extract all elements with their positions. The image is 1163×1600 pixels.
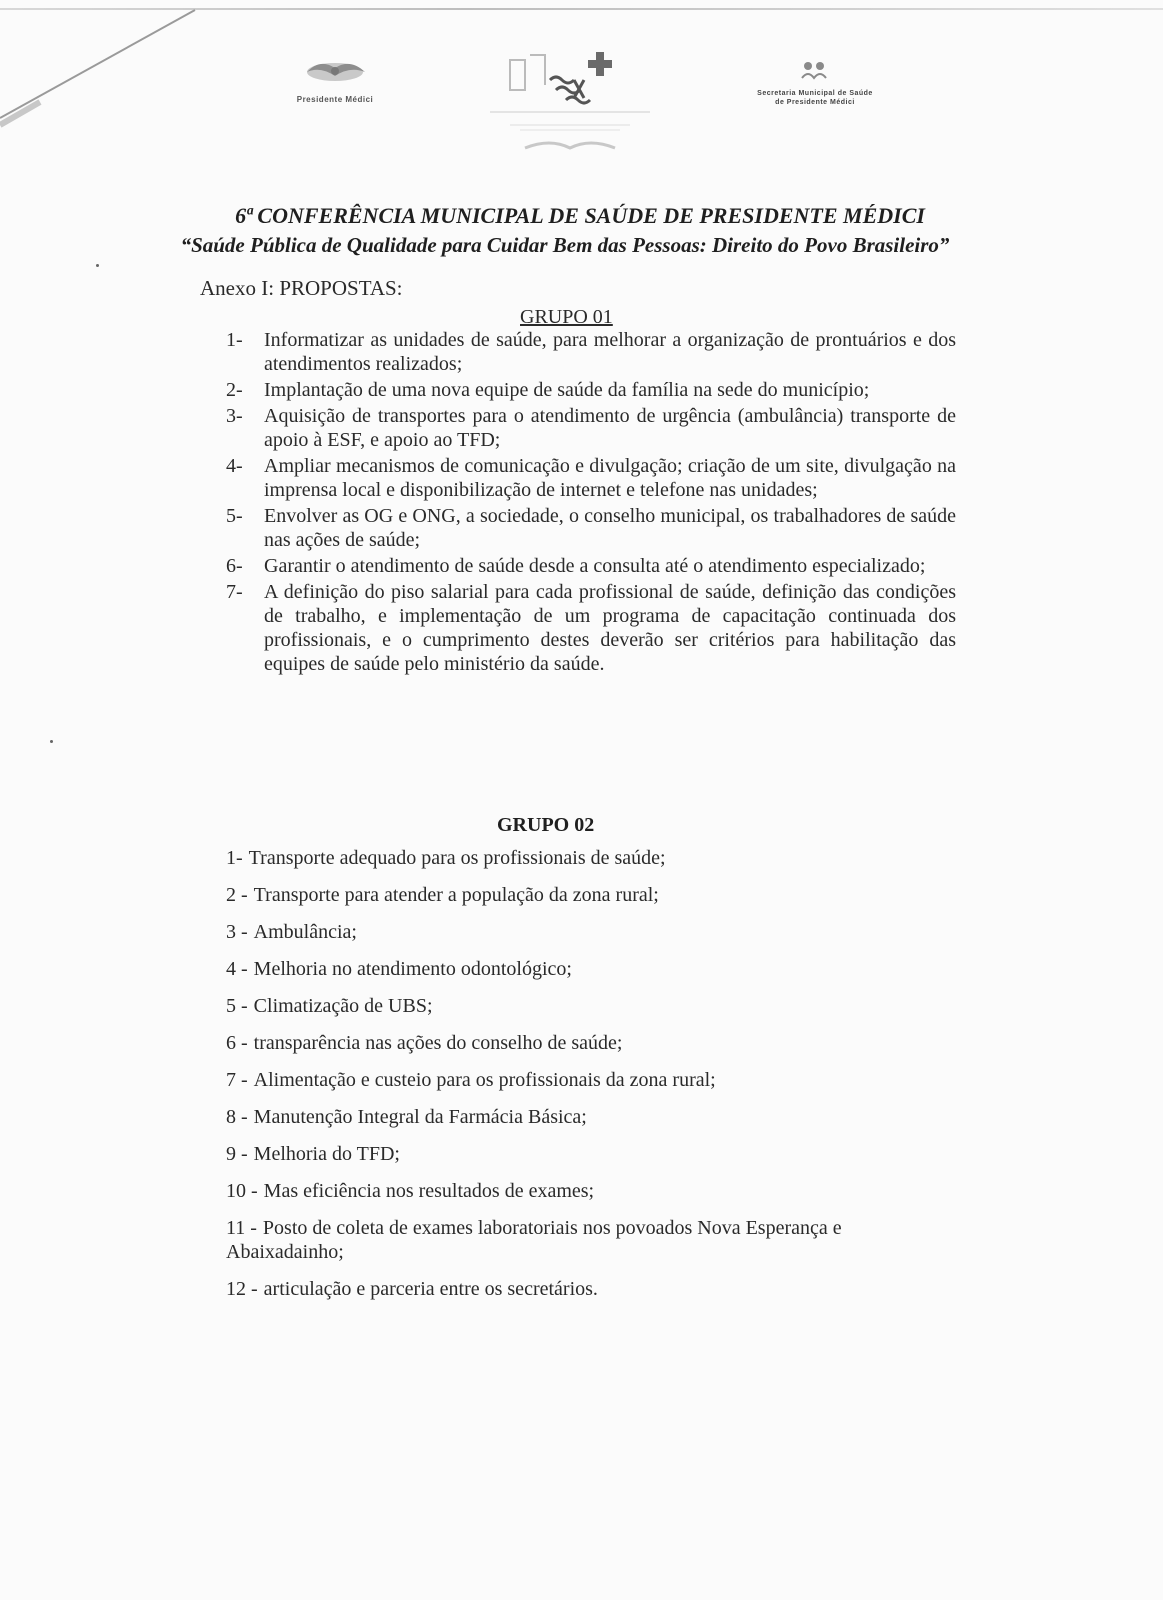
item-text: Garantir o atendimento de saúde desde a consulta até o atendimento especializado;	[264, 555, 926, 577]
list-item	[226, 580, 956, 676]
annex-label: Anexo I: PROPOSTAS:	[200, 276, 403, 300]
item-text: Melhoria do TFD;	[253, 1143, 400, 1165]
item-number: 6-	[226, 555, 243, 577]
conference-logo	[470, 50, 670, 160]
list-item	[226, 1277, 946, 1301]
item-number: 3 -	[226, 921, 248, 943]
list-item	[226, 404, 956, 452]
list-item	[226, 1142, 946, 1166]
item-number: 4-	[226, 455, 243, 477]
item-number: 2 -	[226, 884, 248, 906]
item-text: A definição do piso salarial para cada profissional de saúde, definição das condições de trabalho, e implementação de um programa de capacitação continuada dos profissionais, e o cumprimento destes deverão ser critérios para habilitação das equipes de saúde pelo ministério da saúde.	[264, 581, 956, 675]
item-text: Envolver as OG e ONG, a sociedade, o conselho municipal, os trabalhadores de saúde nas ações de saúde;	[264, 505, 956, 551]
item-number: 4 -	[226, 958, 248, 980]
item-text: Posto de coleta de exames laboratoriais nos povoados Nova Esperança e Abaixadainho;	[226, 1217, 842, 1263]
item-number: 8 -	[226, 1106, 248, 1128]
title-line-1: 6ª CONFERÊNCIA MUNICIPAL DE SAÚDE DE PRESIDENTE MÉDICI	[235, 203, 925, 228]
scan-speck	[50, 740, 53, 743]
logo-right-caption-line1: Secretaria Municipal de Saúde	[757, 90, 873, 97]
item-text: Informatizar as unidades de saúde, para melhorar a organização de prontuários e dos atendimentos realizados;	[264, 329, 956, 375]
item-number: 7 -	[226, 1069, 248, 1091]
item-number: 9 -	[226, 1143, 248, 1165]
item-text: Aquisição de transportes para o atendimento de urgência (ambulância) transporte de apoio à ESF, e apoio ao TFD;	[264, 405, 956, 451]
document-subtitle	[180, 232, 950, 259]
item-text: Implantação de uma nova equipe de saúde da família na sede do município;	[264, 379, 870, 401]
list-item	[226, 883, 946, 907]
list-item	[226, 1216, 946, 1264]
item-number: 11 -	[226, 1217, 257, 1239]
logo-right-caption-line2: de Presidente Médici	[775, 99, 855, 106]
item-text: Transporte para atender a população da zona rural;	[253, 884, 659, 906]
title-line-3: Brasileiro”	[852, 233, 950, 257]
item-text: Manutenção Integral da Farmácia Básica;	[253, 1106, 587, 1128]
presidente-medici-logo	[270, 54, 400, 104]
item-text: Climatização de UBS;	[253, 995, 433, 1017]
item-number: 7-	[226, 581, 243, 603]
list-item	[226, 957, 946, 981]
item-number: 10 -	[226, 1180, 258, 1202]
item-text: Transporte adequado para os profissionais de saúde;	[248, 847, 666, 869]
list-item	[226, 1105, 946, 1129]
bird-emblem-icon	[285, 54, 385, 90]
group-01-list	[226, 328, 956, 678]
list-item	[226, 920, 946, 944]
list-item	[226, 328, 956, 376]
item-text: Ambulância;	[253, 921, 357, 943]
logo-left-caption: Presidente Médici	[296, 95, 374, 104]
secretaria-saude-logo	[740, 56, 890, 107]
list-item	[226, 994, 946, 1018]
scan-speck	[96, 264, 99, 267]
list-item	[226, 554, 956, 578]
item-number: 3-	[226, 405, 243, 427]
group-01-title: GRUPO 01	[520, 306, 613, 328]
item-number: 5-	[226, 505, 243, 527]
list-item	[226, 1031, 946, 1055]
list-item	[226, 378, 956, 402]
item-text: Mas eficiência nos resultados de exames;	[263, 1180, 595, 1202]
list-item	[226, 1068, 946, 1092]
group-02-title: GRUPO 02	[497, 814, 595, 836]
item-number: 2-	[226, 379, 243, 401]
item-number: 1-	[226, 847, 243, 869]
group-02-list	[226, 846, 946, 1314]
item-text: articulação e parceria entre os secretários.	[263, 1278, 598, 1300]
item-text: Alimentação e custeio para os profissionais da zona rural;	[253, 1069, 716, 1091]
item-text: transparência nas ações do conselho de saúde;	[253, 1032, 623, 1054]
item-number: 1-	[226, 329, 243, 351]
document-title	[180, 202, 980, 229]
list-item	[226, 1179, 946, 1203]
list-item	[226, 454, 956, 502]
item-number: 5 -	[226, 995, 248, 1017]
title-line-2: “Saúde Pública de Qualidade para Cuidar Bem das Pessoas: Direito do Povo	[180, 233, 848, 257]
item-number: 6 -	[226, 1032, 248, 1054]
item-text: Melhoria no atendimento odontológico;	[253, 958, 572, 980]
list-item	[226, 846, 946, 870]
item-text: Ampliar mecanismos de comunicação e divulgação; criação de um site, divulgação na imprensa local e disponibilização de internet e telefone nas unidades;	[264, 455, 956, 501]
family-emblem-icon	[790, 56, 840, 84]
list-item	[226, 504, 956, 552]
item-number: 12 -	[226, 1278, 258, 1300]
people-cross-emblem-icon	[470, 50, 670, 160]
